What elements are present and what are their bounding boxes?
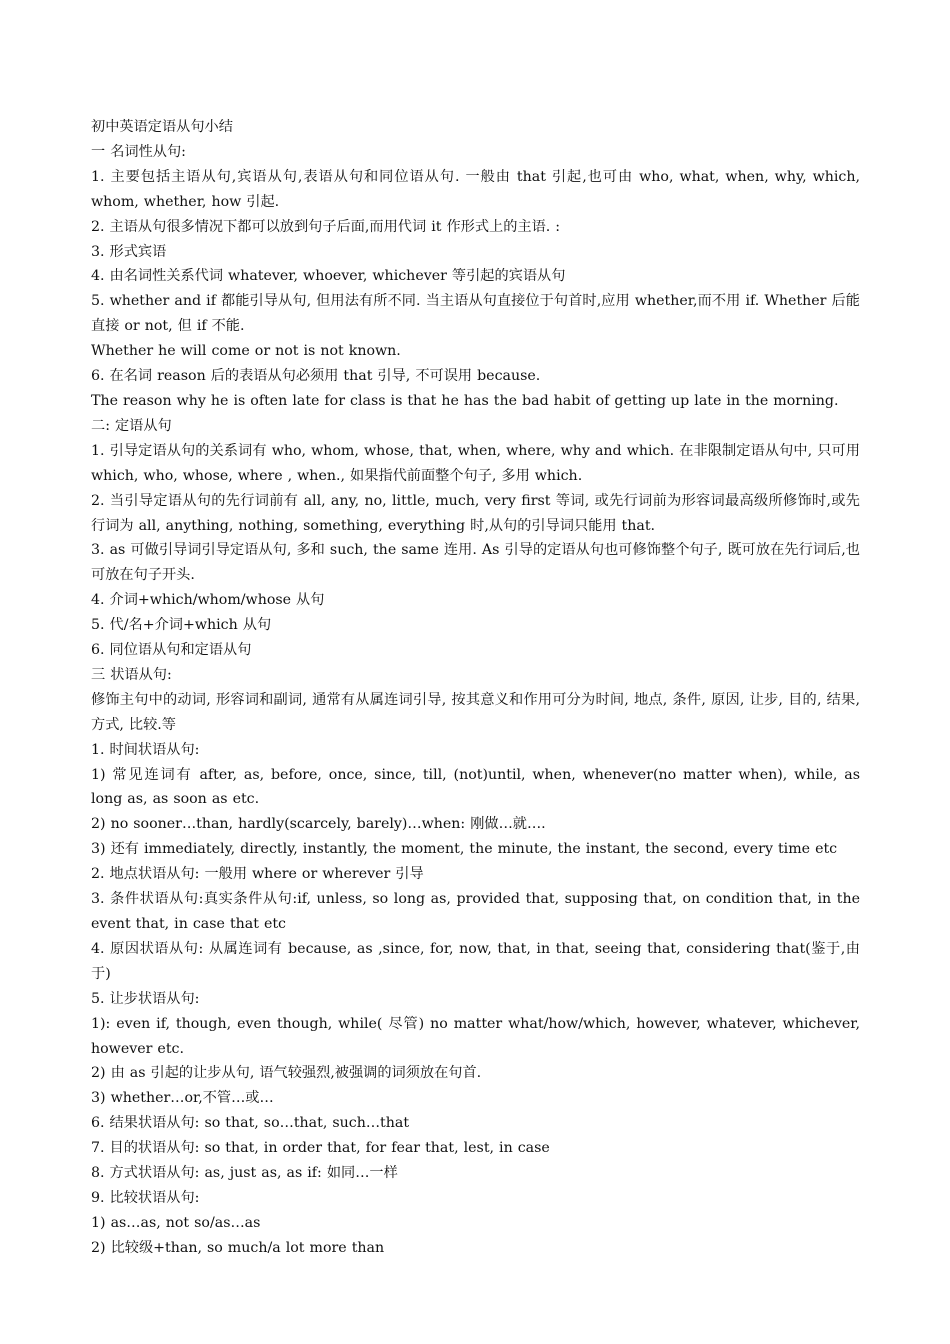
paragraph: 1. 主要包括主语从句,宾语从句,表语从句和同位语从句. 一般由 that 引起,也可由 who, what, when, why, which, whom, whether, how 引起. <box>91 168 860 210</box>
paragraph: 1. 时间状语从句: <box>91 741 200 758</box>
paragraph: 2. 当引导定语从句的先行词前有 all, any, no, little, much, very first 等词, 或先行词前为形容词最高级所修饰时,或先行词为 all, anything, nothing, something, everything 时,从句的引导词只能用 that. <box>91 492 860 534</box>
paragraph: 6. 同位语从句和定语从句 <box>91 642 252 659</box>
paragraph: 1) 常见连词有 after, as, before, once, since, till, (not)until, when, whenever(no matter when), while, as long as, as soon as etc. <box>91 766 860 808</box>
paragraph: 3. 条件状语从句:真实条件从句:if, unless, so long as, provided that, supposing that, on condition that, in the event that, in case that etc <box>91 891 860 932</box>
example-sentence: The reason why he is often late for class is that he has the bad habit of getting up late in the morning. <box>91 392 839 409</box>
paragraph: 3. 形式宾语 <box>91 243 167 260</box>
paragraph: 修饰主句中的动词, 形容词和副词, 通常有从属连词引导, 按其意义和作用可分为时间, 地点, 条件, 原因, 让步, 目的, 结果, 方式, 比较.等 <box>91 691 860 733</box>
paragraph: 1): even if, though, even though, while( 尽管) no matter what/how/which, however, whatever, whichever, however etc. <box>91 1015 860 1057</box>
paragraph: 5. 代/名+介词+which 从句 <box>91 617 272 634</box>
paragraph: 6. 在名词 reason 后的表语从句必须用 that 引导, 不可误用 because. <box>91 368 541 385</box>
paragraph: 9. 比较状语从句: <box>91 1189 200 1206</box>
paragraph: 1) as…as, not so/as…as <box>91 1214 261 1231</box>
paragraph: 4. 由名词性关系代词 whatever, whoever, whichever 等引起的宾语从句 <box>91 268 566 285</box>
paragraph: 3. as 可做引导词引导定语从句, 多和 such, the same 连用. As 引导的定语从句也可修饰整个句子, 既可放在先行词后,也可放在句子开头. <box>91 542 860 584</box>
paragraph: 8. 方式状语从句: as, just as, as if: 如同…一样 <box>91 1165 398 1182</box>
paragraph: 5. 让步状语从句: <box>91 990 200 1007</box>
paragraph: 3) 还有 immediately, directly, instantly, the moment, the minute, the instant, the second, every time etc <box>91 841 838 858</box>
paragraph: 4. 原因状语从句: 从属连词有 because, as ,since, for, now, that, in that, seeing that, considering that(鉴于,由于) <box>91 940 860 982</box>
paragraph: 1. 引导定语从句的关系词有 who, whom, whose, that, when, where, why and which. 在非限制定语从句中, 只可用 which, who, whose, where , when., 如果指代前面整个句子, 多用 which. <box>91 442 860 484</box>
paragraph: 4. 介词+which/whom/whose 从句 <box>91 592 325 609</box>
paragraph: 2) 比较级+than, so much/a lot more than <box>91 1239 385 1256</box>
section-heading-noun-clauses: 一 名词性从句: <box>91 143 186 160</box>
paragraph: 7. 目的状语从句: so that, in order that, for fear that, lest, in case <box>91 1140 550 1157</box>
paragraph: 2. 主语从句很多情况下都可以放到句子后面,而用代词 it 作形式上的主语. : <box>91 218 561 235</box>
paragraph: 2) 由 as 引起的让步从句, 语气较强烈,被强调的词须放在句首. <box>91 1065 482 1082</box>
paragraph: 6. 结果状语从句: so that, so…that, such…that <box>91 1115 410 1132</box>
section-heading-attributive-clauses: 二: 定语从句 <box>91 417 172 434</box>
paragraph: 3) whether…or,不管…或… <box>91 1090 274 1107</box>
paragraph: 5. whether and if 都能引导从句, 但用法有所不同. 当主语从句直接位于句首时,应用 whether,而不用 if. Whether 后能直接 or not, 但 if 不能. <box>91 293 860 335</box>
paragraph: 2) no sooner…than, hardly(scarcely, barely)…when: 刚做…就…. <box>91 816 546 833</box>
document-body <box>91 115 860 1261</box>
document-title: 初中英语定语从句小结 <box>91 119 233 135</box>
section-heading-adverbial-clauses: 三 状语从句: <box>91 666 172 683</box>
paragraph: 2. 地点状语从句: 一般用 where or wherever 引导 <box>91 866 424 883</box>
example-sentence: Whether he will come or not is not known. <box>91 343 401 360</box>
